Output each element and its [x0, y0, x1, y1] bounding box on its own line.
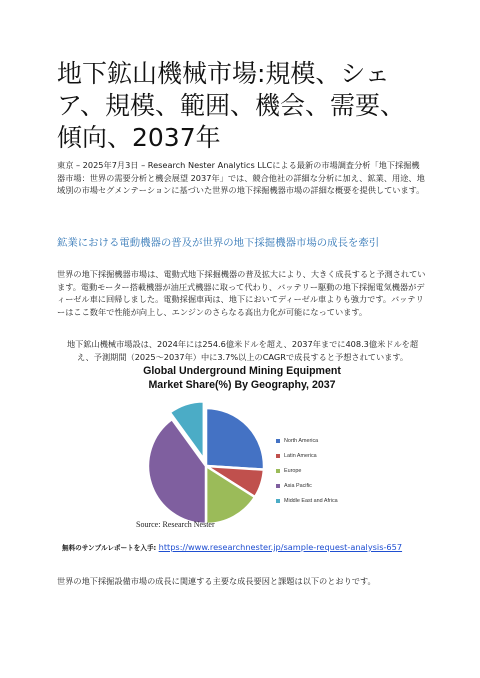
- legend-swatch: [276, 484, 280, 488]
- market-share-chart: [124, 364, 360, 534]
- legend-label: Europe: [284, 467, 302, 474]
- chart-title-line-2: Market Share(%) By Geography, 2037: [148, 379, 336, 391]
- legend-swatch: [276, 469, 280, 473]
- legend-item: [276, 433, 338, 448]
- legend-label: Middle East and Africa: [284, 498, 338, 505]
- legend-item: [276, 494, 338, 509]
- body-paragraph: 世界の地下採掘機器市場は、電動式地下採掘機器の普及拡大により、大きく成長すると予測されています。電動モーター搭載機器が油圧式機器に取って代わり、バッテリー駆動の地下採掘電気機器がディーゼル車に回帰しました。電動採掘車両は、地下においてディーゼル車よりも強力です。バッテリーはここ数年で性能が向上し、エンジンのさらなる高出力化が可能になっています。: [57, 269, 426, 317]
- page-title: 地下鉱山機械市場:規模、シェア、規模、範囲、機会、需要、傾向、2037年: [57, 59, 406, 152]
- legend-swatch: [276, 499, 280, 503]
- legend-swatch: [276, 439, 280, 443]
- chart-source: Source: Research Nester: [136, 520, 215, 529]
- sample-request-line: [62, 542, 442, 552]
- closing-paragraph: 世界の地下採掘設備市場の成長に関連する主要な成長要因と課題は以下のとおりです。: [57, 576, 376, 586]
- legend-swatch: [276, 454, 280, 458]
- chart-title-line-1: Global Underground Mining Equipment: [143, 365, 341, 377]
- sample-request-link[interactable]: https://www.researchnester.jp/sample-request-analysis-657: [158, 542, 403, 552]
- legend-label: North America: [284, 437, 319, 444]
- sample-label: 無料のサンプルレポートを入手:: [62, 544, 157, 552]
- legend-item: [276, 463, 338, 478]
- legend-label: Asia Pacific: [284, 483, 312, 490]
- section-heading: 鉱業における電動機器の普及が世界の地下採掘機器市場の成長を牽引: [57, 237, 380, 249]
- legend-item: [276, 479, 338, 494]
- market-size-paragraph: 地下鉱山機械市場設は、2024年には254.6億米ドルを超え、2037年までに408.3億米ドルを超え、予測期間（2025～2037年）中に3.7%以上のCAGRで成長すると予想されています。: [66, 339, 419, 362]
- chart-legend: [276, 433, 338, 509]
- lead-paragraph: 東京 – 2025年7月3日 – Research Nester Analytics LLCによる最新の市場調査分析「地下採掘機器市場：世界の需要分析と機会展望 2037年」では、競合他社の詳細な分析に加え、鉱業、用途、地域別の市場セグメンテーションに基づいた世界の地下採掘機器市場の詳細な概要を提供しています。: [57, 160, 425, 196]
- legend-item: [276, 448, 338, 463]
- pie-slice-north-america: [206, 408, 264, 470]
- legend-label: Latin America: [284, 452, 317, 459]
